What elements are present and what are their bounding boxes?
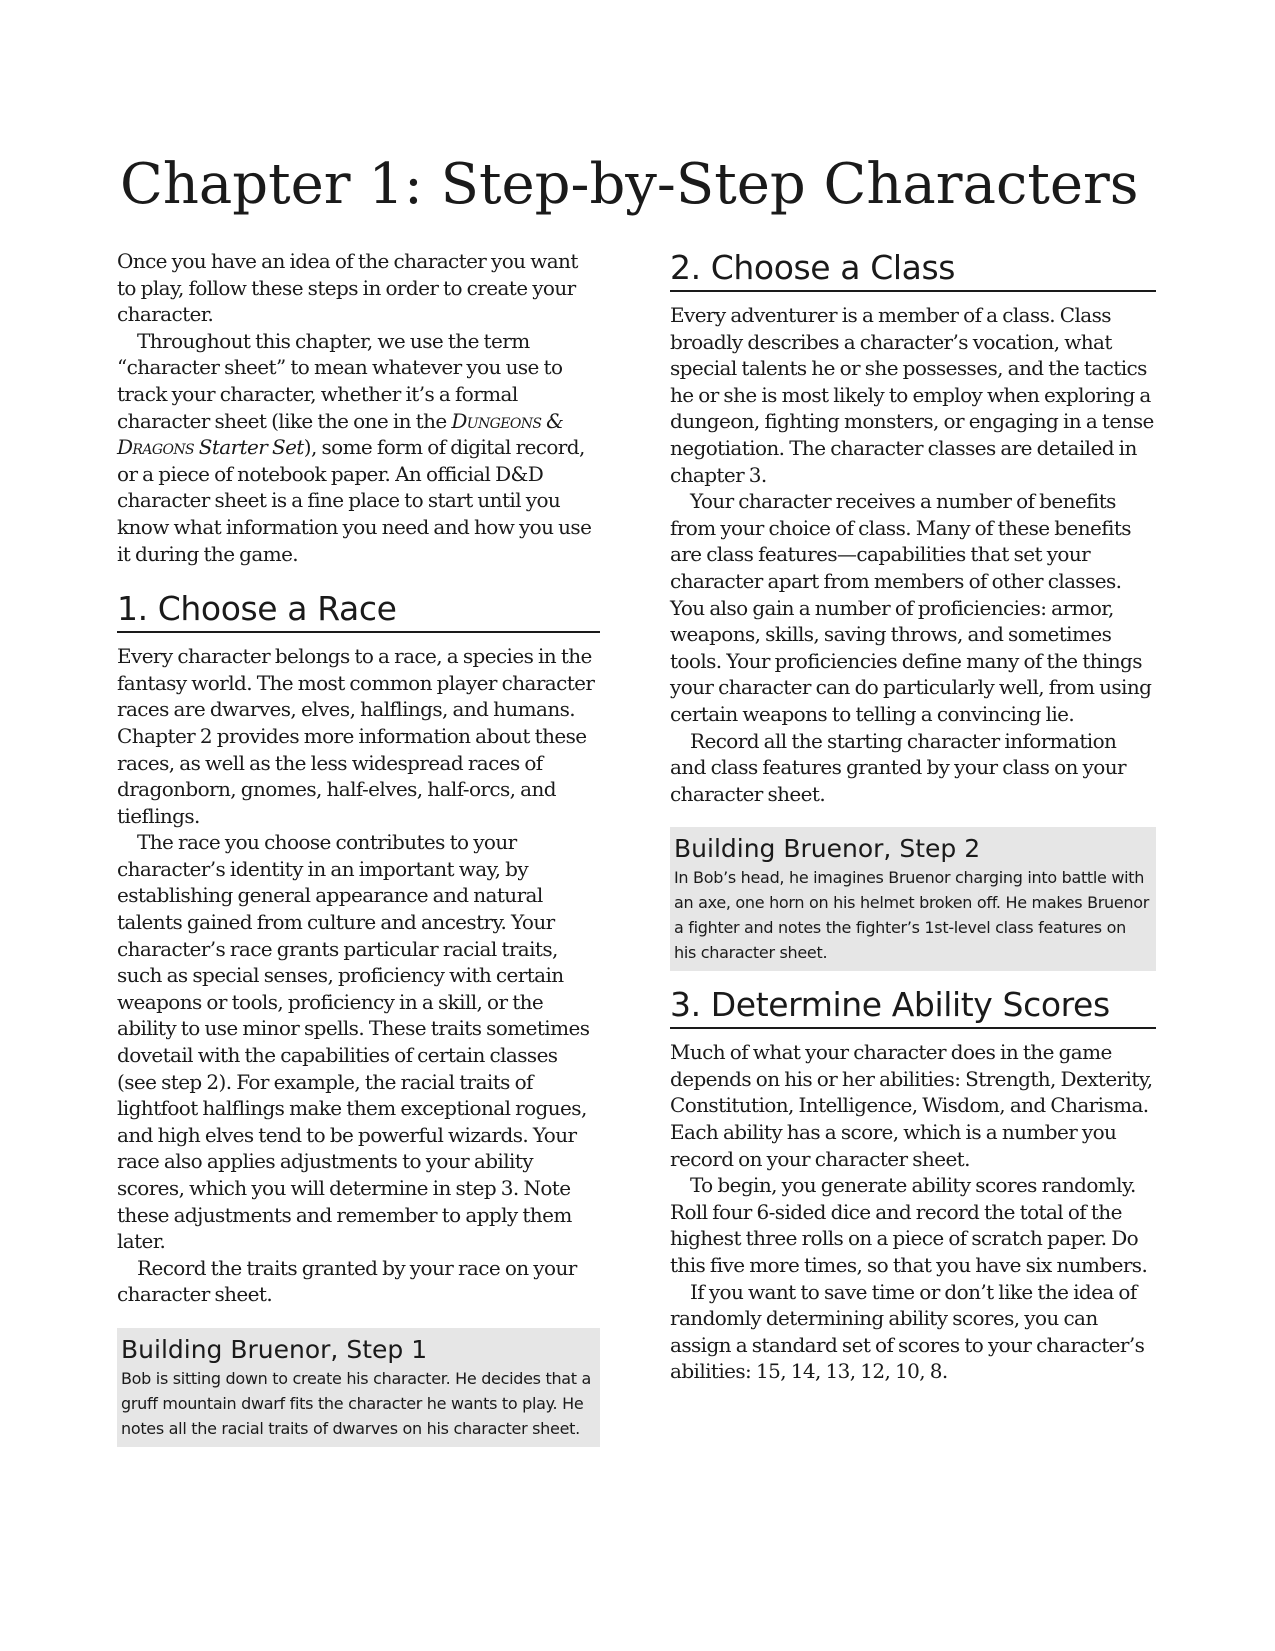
right-column [670,248,1156,1385]
abilities-paragraph-1: Much of what your character does in the game depends on his or her abilities: Strength, Dexterity, Constitution, Intelligence, Wisdom, and Charisma. Each ability has a score, which is a number you record on your character sheet. [670,1040,1153,1171]
abilities-paragraph-3: If you want to save time or don’t like the idea of randomly determining ability scores, you can assign a standard set of scores to your character’s abilities: 15, 14, 13, 12, 10, 8. [670,1279,1145,1384]
section-heading-class: 2. Choose a Class [670,248,1156,292]
race-paragraph-3: Record the traits granted by your race on your character sheet. [117,1255,577,1307]
left-column [117,248,600,1447]
intro-paragraph-2 [117,328,600,567]
sidebar-text: Bob is sitting down to create his character. He decides that a gruff mountain dwarf fits the character he wants to play. He notes all the racial traits of dwarves on his character sheet. [121,1368,592,1438]
class-paragraph-1: Every adventurer is a member of a class. Class broadly describes a character’s vocation, what special talents he or she possesses, and the tactics he or she is most likely to employ when exploring a dungeon, fighting monsters, or engaging in a tense negotiation. The character classes are detailed in chapter 3. [670,303,1154,487]
section-heading-abilities: 3. Determine Ability Scores [670,985,1156,1029]
intro-paragraph-1: Once you have an idea of the character you want to play, follow these steps in order to create your character. [117,249,578,327]
product-name: Dungeons & Dragons [117,408,564,460]
intro-p2-after: ), some form of digital record, or a piece of notebook paper. An official D&D character sheet is a fine place to start until you know what information you need and how you use it during the game. [117,435,592,566]
section-heading-race: 1. Choose a Race [117,589,600,633]
sidebar-bruenor-step-1 [117,1328,600,1447]
sidebar-title: Building Bruenor, Step 1 [121,1334,428,1364]
race-paragraph-2: The race you choose contributes to your character’s identity in an important way, by establishing general appearance and natural talents gained from culture and ancestry. Your character’s race grants particular racial traits, such as special senses, proficiency with certain weapons or tools, proficiency in a skill, or the ability to use minor spells. These traits sometimes dovetail with the capabilities of certain classes (see step 2). For example, the racial traits of lightfoot halflings make them exceptional rogues, and high elves tend to be powerful wizards. Your race also applies adjustments to your ability scores, which you will determine in step 3. Note these adjustments and remember to apply them later. [117,830,590,1254]
class-paragraph-3: Record all the starting character information and class features granted by your class on your character sheet. [670,728,1126,806]
sidebar-text: In Bob’s head, he imagines Bruenor charging into battle with an axe, one horn on his helmet broken off. He makes Bruenor a fighter and notes the fighter’s 1st-level class features on his character sheet. [674,868,1150,963]
page-title: Chapter 1: Step-by-Step Characters [120,152,1139,217]
intro-p2-before: Throughout this chapter, we use the term “character sheet” to mean whatever you use to track your character, whether it’s a formal character sheet (like the one in the [117,328,563,433]
race-paragraph-1: Every character belongs to a race, a species in the fantasy world. The most common player character races are dwarves, elves, halflings, and humans. Chapter 2 provides more information about these races, as well as the less widespread races of dragonborn, gnomes, half-elves, half-orcs, and tieflings. [117,644,595,828]
sidebar-bruenor-step-2 [670,827,1156,971]
abilities-paragraph-2: To begin, you generate ability scores randomly. Roll four 6-sided dice and record the total of the highest three rolls on a piece of scratch paper. Do this five more times, so that you have six numbers. [670,1173,1148,1278]
sidebar-title: Building Bruenor, Step 2 [674,834,981,864]
product-suffix: Starter Set [194,435,304,460]
class-paragraph-2: Your character receives a number of benefits from your choice of class. Many of these benefits are class features—capabilities that set your character apart from members of other classes. You also gain a number of proficiencies: armor, weapons, skills, saving throws, and sometimes tools. Your proficiencies define many of the things your character can do particularly well, from using certain weapons to telling a convincing lie. [670,489,1152,726]
